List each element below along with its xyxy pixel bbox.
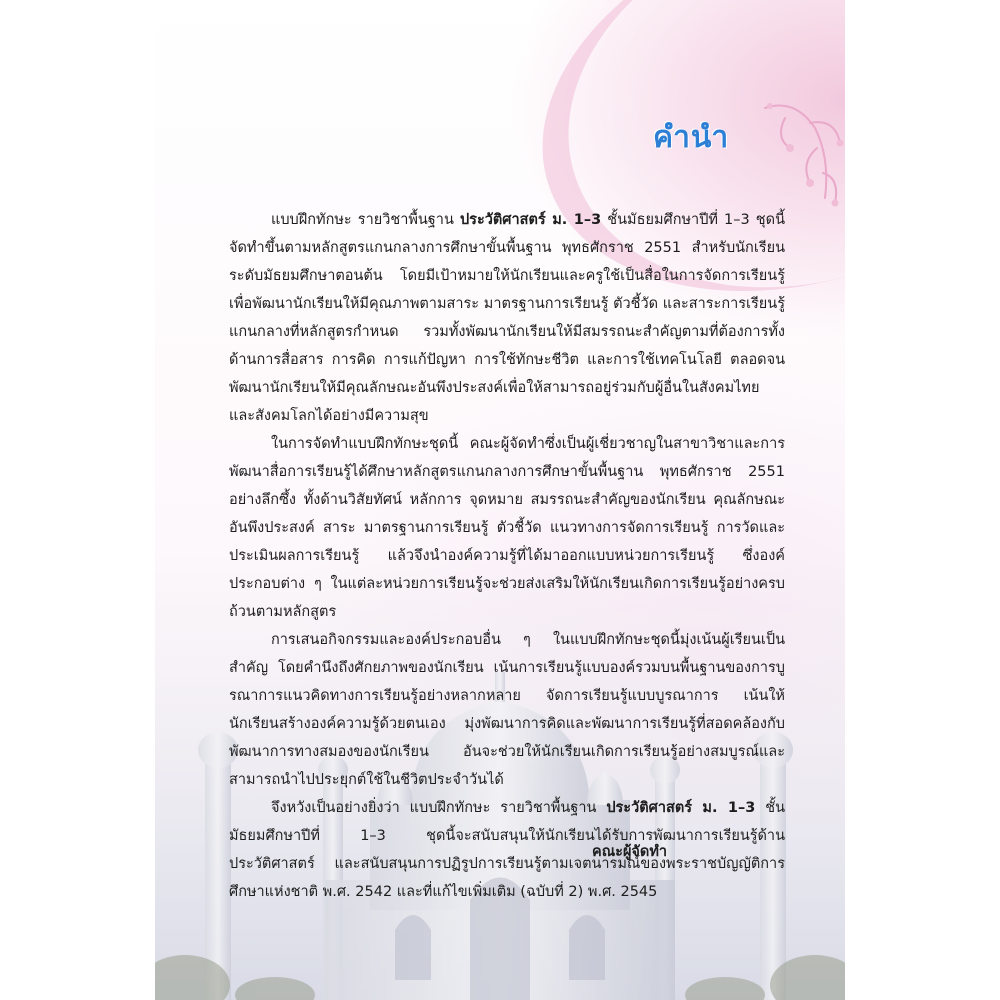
paragraph-3: การเสนอกิจกรรมและองค์ประกอบอื่น ๆ ในแบบฝึกทักษะชุดนี้มุ่งเน้นผู้เรียนเป็นสำคัญ โดยคำนึงถึงศักยภาพของนักเรียน เน้นการเรียนรู้แบบองค์รวมบนพื้นฐานของการบูรณาการแนวคิดทางการเรียนรู้อย่างหลากหลาย จัดการเรียนรู้แบบบูรณาการ เน้นให้นักเรียนสร้างองค์ความรู้ด้วยตนเอง มุ่งพัฒนาการคิดและพัฒนาการเรียนรู้ที่สอดคล้องกับพัฒนาการทางสมองของนักเรียน อันจะช่วยให้นักเรียนเกิดการเรียนรู้อย่างสมบูรณ์และสามารถนำไปประยุกต์ใช้ในชีวิตประจำวันได้: [229, 632, 785, 788]
author-signature: คณะผู้จัดทำ: [592, 844, 668, 860]
floral-flourish-icon: [755, 88, 845, 218]
document-page: [155, 0, 845, 1000]
foreword-body: [229, 206, 785, 906]
page-title: คำนำ: [653, 120, 730, 155]
subject-title-bold: ประวัติศาสตร์ ม. 1–3: [459, 212, 602, 228]
paragraph-2: ในการจัดทำแบบฝึกทักษะชุดนี้ คณะผู้จัดทำซึ่งเป็นผู้เชี่ยวชาญในสาขาวิชาและการพัฒนาสื่อการเรียนรู้ได้ศึกษาหลักสูตรแกนกลางการศึกษาขั้นพื้นฐาน พุทธศักราช 2551 อย่างลึกซึ้ง ทั้งด้านวิสัยทัศน์ หลักการ จุดหมาย สมรรถนะสำคัญของนักเรียน คุณลักษณะอันพึงประสงค์ สาระ มาตรฐานการเรียนรู้ ตัวชี้วัด แนวทางการจัดการเรียนรู้ การวัดและประเมินผลการเรียนรู้ แล้วจึงนำองค์ความรู้ที่ได้มาออกแบบหน่วยการเรียนรู้ ซึ่งองค์ประกอบต่าง ๆ ในแต่ละหน่วยการเรียนรู้จะช่วยส่งเสริมให้นักเรียนเกิดการเรียนรู้อย่างครบถ้วนตามหลักสูตร: [229, 436, 785, 620]
subject-title-bold: ประวัติศาสตร์ ม. 1–3: [606, 800, 756, 816]
paragraph-4: จึงหวังเป็นอย่างยิ่งว่า แบบฝึกทักษะ รายวิชาพื้นฐาน ประวัติศาสตร์ ม. 1–3 ชั้นมัธยมศึกษาปีที่ 1–3 ชุดนี้จะสนับสนุนให้นักเรียนได้รับการพัฒนาการเรียนรู้ด้านประวัติศาสตร์ และสนับสนุนการปฏิรูปการเรียนรู้ตามเจตนารมณ์ของพระราชบัญญัติการศึกษาแห่งชาติ พ.ศ. 2542 และที่แก้ไขเพิ่มเติม (ฉบับที่ 2) พ.ศ. 2545: [229, 800, 785, 900]
paragraph-1: แบบฝึกทักษะ รายวิชาพื้นฐาน ประวัติศาสตร์ ม. 1–3 ชั้นมัธยมศึกษาปีที่ 1–3 ชุดนี้จัดทำขึ้นตามหลักสูตรแกนกลางการศึกษาขั้นพื้นฐาน พุทธศักราช 2551 สำหรับนักเรียนระดับมัธยมศึกษาตอนต้น โดยมีเป้าหมายให้นักเรียนและครูใช้เป็นสื่อในการจัดการเรียนรู้ เพื่อพัฒนานักเรียนให้มีคุณภาพตามสาระ มาตรฐานการเรียนรู้ ตัวชี้วัด และสาระการเรียนรู้แกนกลางที่หลักสูตรกำหนด รวมทั้งพัฒนานักเรียนให้มีสมรรถนะสำคัญตามที่ต้องการทั้งด้านการสื่อสาร การคิด การแก้ปัญหา การใช้ทักษะชีวิต และการใช้เทคโนโลยี ตลอดจนพัฒนานักเรียนให้มีคุณลักษณะอันพึงประสงค์เพื่อให้สามารถอยู่ร่วมกับผู้อื่นในสังคมไทยและสังคมโลกได้อย่างมีความสุข: [229, 212, 785, 424]
